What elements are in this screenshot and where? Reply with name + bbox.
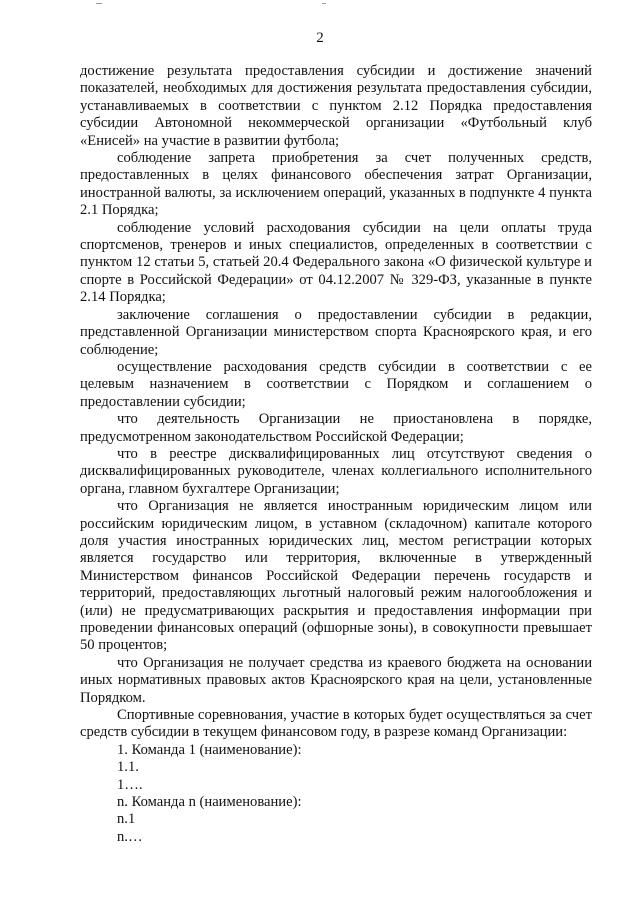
paragraph-disqualified-registry: что в реестре дисквалифицированных лиц отсутствуют сведения о дисквалифицированных руководителе, членах коллегиального исполнительного органа, главном бухгалтере Организации; [80,445,592,497]
list-item: 1.1. [117,759,139,776]
page-number: 2 [316,30,324,46]
paragraph-regional-budget: что Организация не получает средства из краевого бюджета на основании иных нормативных правовых актов Красноярского края на цели, установленные Порядком. [80,654,592,706]
document-body [80,63,592,846]
scan-mark [322,3,326,4]
paragraph-foreign-entity: что Организация не является иностранным юридическим лицом или российским юридическим лицом, в уставном (складочном) капитале которого доля участия иностранных юридических лиц, местом регистрации которых является государство или территория, включенные в утвержденный Министерством финансов Российской Федерации перечень государств и территорий, предоставляющих льготный налоговый режим налогообложения и (или) не предусматривающих раскрытия и предоставления информации при проведении финансовых операций (офшорные зоны), в совокупности превышает 50 процентов; [80,498,592,654]
paragraph-result-achievement: достижение результата предоставления субсидии и достижение значений показателей, необходимых для достижения результата предоставления субсидии, устанавливаемых в соответствии с пунктом 2.12 Порядка предоставления субсидии Автономной некоммерческой организации «Футбольный клуб «Енисей» на участие в развитии футбола; [80,63,592,149]
list-item: 1. Команда 1 (наименование): [117,741,302,758]
list-item: n.… [117,828,143,845]
scan-mark [96,3,102,4]
paragraph-currency-ban: соблюдение запрета приобретения за счет полученных средств, предоставленных в целях финансового обеспечения затрат Организации, иностранной валюты, за исключением операций, указанных в подпункте 4 пункта 2.1 Порядка; [80,150,592,219]
paragraph-spending: осуществление расходования средств субсидии в соответствии с ее целевым назначением в соответствии с Порядком и соглашением о предоставлении субсидии; [80,358,592,410]
paragraph-agreement: заключение соглашения о предоставлении субсидии в редакции, представленной Организации министерством спорта Красноярского края, и его соблюдение; [80,306,592,358]
paragraph-competitions: Спортивные соревнования, участие в которых будет осуществляться за счет средств субсидии в текущем финансовом году, в разрезе команд Организации: [80,707,592,741]
paragraph-salary-conditions: соблюдение условий расходования субсидии на цели оплаты труда спортсменов, тренеров и иных специалистов, определенных в соответствии с пунктом 12 статьи 5, статьей 20.4 Федерального закона «О физической культуре и спорте в Российской Федерации» от 04.12.2007 № 329-ФЗ, указанные в пункте 2.14 Порядка; [80,219,592,306]
list-item: 1…. [117,776,143,793]
list-item: n. Команда n (наименование): [117,794,302,811]
paragraph-not-suspended: что деятельность Организации не приостановлена в порядке, предусмотренном законодательством Российской Федерации; [80,411,592,445]
list-item: n.1 [117,811,136,828]
